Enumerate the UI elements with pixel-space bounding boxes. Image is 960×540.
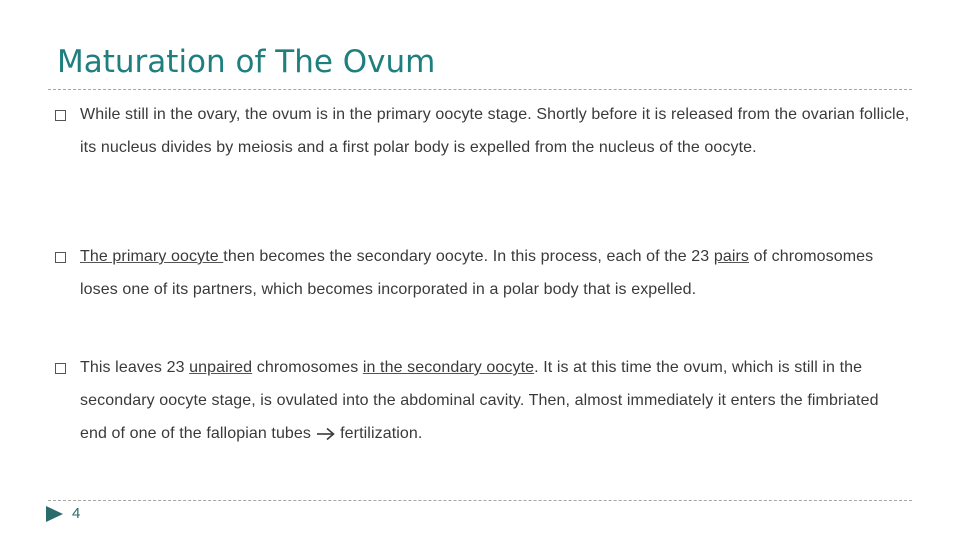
underlined-phrase: The primary oocyte <box>80 248 224 265</box>
right-arrow-icon <box>316 427 336 441</box>
underlined-word: unpaired <box>189 359 253 376</box>
title-divider <box>48 89 912 90</box>
page-number: 4 <box>72 505 81 522</box>
footer-divider <box>48 500 912 501</box>
underlined-word: pairs <box>713 248 750 265</box>
paragraph-2-text-end: of chromosomes loses one of its partners, which becomes incorporated in a polar body that is expelled. <box>80 248 874 298</box>
bullet-square-icon <box>55 110 66 121</box>
paragraph-3-text-mid: chromosomes <box>252 359 363 376</box>
bullet-square-icon <box>55 252 66 263</box>
paragraph-3 <box>80 351 910 450</box>
triangle-marker-icon <box>46 506 63 522</box>
paragraph-1-text: While still in the ovary, the ovum is in the primary oocyte stage. Shortly before it is released from the ovarian follicle, its nucleus divides by meiosis and a first polar body is expelled from the nucleus of the oocyte. <box>80 106 910 156</box>
bullet-square-icon <box>55 363 66 374</box>
underlined-phrase: in the secondary oocyte <box>362 359 535 376</box>
paragraph-1 <box>80 98 910 164</box>
paragraph-3-text-end: fertilization. <box>335 425 423 442</box>
slide-title: Maturation of The Ovum <box>57 44 436 80</box>
paragraph-2-text: then becomes the secondary oocyte. In this process, each of the 23 <box>223 248 714 265</box>
paragraph-3-text: This leaves 23 <box>80 359 190 376</box>
paragraph-3-text-long: . It is at this time the ovum, which is still in the secondary oocyte stage, is ovulated into the abdominal cavity. Then, almost immediately it enters the fimbriated end of one of the fallopian tubes <box>80 359 879 442</box>
paragraph-2 <box>80 240 910 306</box>
